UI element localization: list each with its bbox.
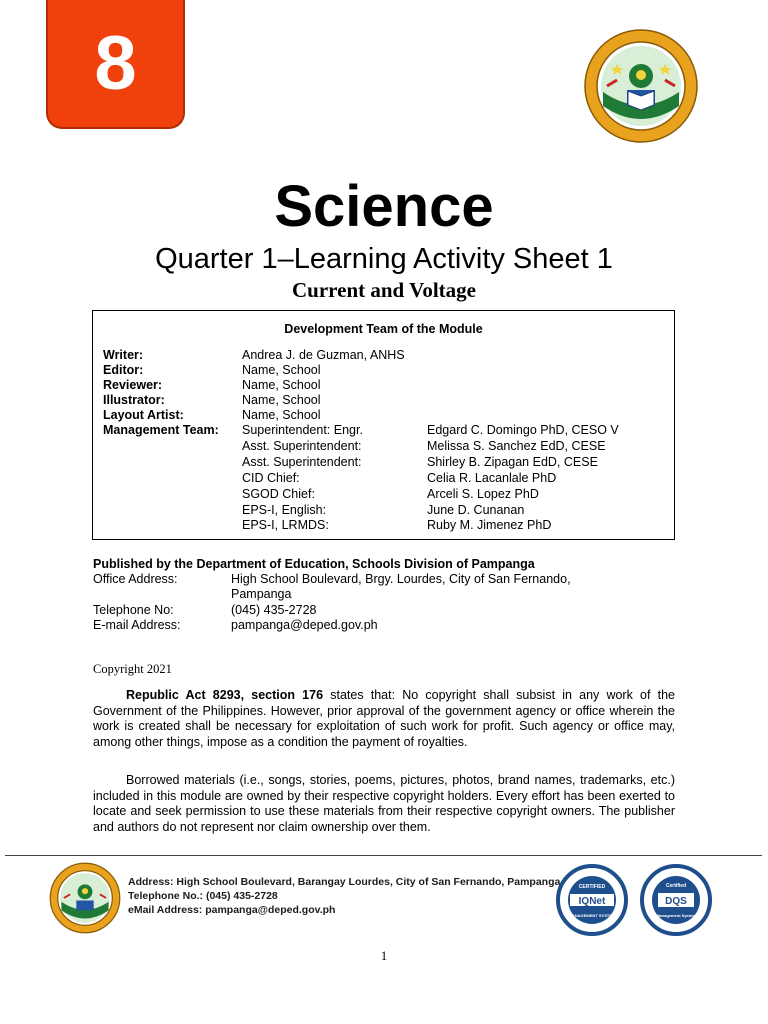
credit-label: Writer: [103,348,144,362]
topic-title: Current and Voltage [292,278,476,302]
cert2-top: Certified [665,883,687,889]
credit-value: Name, School [242,363,321,377]
cert2-bottom: Management System [656,913,696,918]
management-role: EPS-I, LRMDS: [242,518,329,532]
cert1-top: CERTIFIED [578,884,606,890]
email-value: pampanga@deped.gov.ph [231,618,378,632]
copyright-line: Copyright 2021 [93,662,172,676]
publisher-heading: Published by the Department of Education, Schools Division of Pampanga [93,557,535,571]
telephone-label: Telephone No: [93,603,174,617]
credit-row [103,408,184,423]
credit-label: Layout Artist: [103,408,184,422]
footer-email: eMail Address: pampanga@deped.gov.ph [128,904,336,916]
management-name: June D. Cunanan [427,503,525,517]
office-address-line2: Pampanga [231,587,292,601]
management-name: Shirley B. Zipagan EdD, CESE [427,455,598,469]
management-name: Celia R. Lacanlale PhD [427,471,557,485]
management-role: Asst. Superintendent: [242,439,362,453]
republic-act-reference: Republic Act 8293, section 176 [126,688,324,702]
credit-value: Name, School [242,378,321,392]
management-name: Melissa S. Sanchez EdD, CESE [427,439,606,453]
cert1-mid: IQNet [578,896,606,907]
telephone-value: (045) 435-2728 [231,603,317,617]
management-role: Asst. Superintendent: [242,455,362,469]
dqs-certified-icon [640,864,712,936]
management-role: Superintendent: Engr. [242,423,363,437]
cert1-bottom: MANAGEMENT SYSTEM [568,913,616,918]
management-role: CID Chief: [242,471,300,485]
credit-row [103,363,143,378]
management-name: Edgard C. Domingo PhD, CESO V [427,423,619,437]
credit-value: Name, School [242,393,321,407]
page-subtitle: Quarter 1–Learning Activity Sheet 1 [155,243,613,275]
credit-value: Andrea J. de Guzman, ANHS [242,348,405,362]
office-address-label: Office Address: [93,572,178,586]
management-role: SGOD Chief: [242,487,315,501]
footer-address: Address: High School Boulevard, Barangay Lourdes, City of San Fernando, Pampanga [128,876,561,888]
iqnet-certified-icon [556,864,628,936]
credit-label: Editor: [103,363,144,377]
page-number: 1 [380,949,388,963]
credit-row [103,378,162,393]
copyright-paragraph-2: Borrowed materials (i.e., songs, stories, poems, pictures, photos, brand names, trademarks, etc.) included in this module are owned by their respective copyright holders. Every effort has been exerted to locate and seek permission to use these materials from their respective copyright owners. The publisher and authors do not represent nor claim ownership over them. [93,773,675,834]
credit-row [103,348,143,363]
team-heading: Development Team of the Module [284,322,483,336]
copyright-paragraph-1 [93,688,675,750]
credit-row [103,393,165,408]
management-role: EPS-I, English: [242,503,327,517]
paragraph-1-text: states that: No copyright shall subsist in any work of the Government of the Philippines. However, prior approval of the government agency or office wherein the work is created shall be necessary for exploitation of such work for profit. Such agency or office may, among other things, impose as a condition the payment of royalties. [93,688,675,749]
deped-seal-icon [583,28,699,144]
development-team-box [92,310,675,540]
grade-tab [46,0,185,129]
cert2-mid: DQS [665,896,687,907]
footer-telephone: Telephone No.: (045) 435-2728 [128,890,278,902]
office-address-line1: High School Boulevard, Brgy. Lourdes, City of San Fernando, [231,572,571,586]
deped-seal-footer-icon [49,862,121,934]
page-title: Science [274,174,494,239]
management-label: Management Team: [103,423,219,437]
management-name: Ruby M. Jimenez PhD [427,518,552,532]
credit-label: Illustrator: [103,393,165,407]
credit-value: Name, School [242,408,321,422]
footer-divider [5,855,762,856]
grade-number: 8 [94,20,137,106]
email-label: E-mail Address: [93,618,181,632]
management-name: Arceli S. Lopez PhD [427,487,539,501]
credit-label: Reviewer: [103,378,163,392]
